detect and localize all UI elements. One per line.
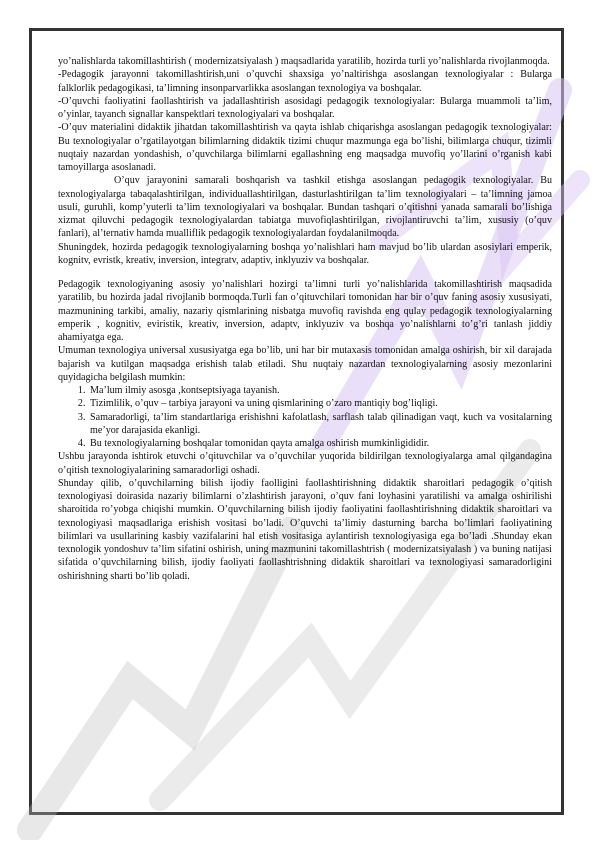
- paragraph: Ushbu jarayonda ishtirok etuvchi o’qituvchilar va o’quvchilar yuqorida bildirilgan texnologiyalarga amal qilgandagina o’qitish texnologiyalarining samaradorligi oshadi.: [58, 451, 552, 476]
- list-item: 1. Ma’lum ilmiy asosga ,kontseptsiyaga tayanish.: [88, 384, 552, 397]
- paragraph: Shuningdek, hozirda pedagogik texnologiyalarning boshqa yo’nalishlari ham mavjud bo’lib ulardan asosiylari emperik, kognitv, evristk, kreativ, inversion, integratv, adaptiv, inklyuziv va boshqalar.: [58, 241, 552, 266]
- list-item: 2. Tizimlilik, o’quv – tarbiya jarayoni va uning qismlarining o’zaro mantiqiy bog’liqligi.: [88, 397, 552, 410]
- paragraph: yo’nalishlarda takomillashtirish ( modernizatsiyalash ) maqsadlarida yaratilib, hozirda turli yo’nalishlarda rivojlanmoqda.: [58, 56, 550, 67]
- paragraph: Shunday qilib, o’quvchilarning bilish ijodiy faolligini faollashtirishning didaktik sharoitlari pedagogik o’qitish texnologiyasi doirasida nazariy bilimlarni o’zlashtirish jarayoni, o’quv fani loyhasini yaratilishi va amalga oshirilishi sharoitida ro’yobga chiqishi mumkin. O’quvchilarning bilish ijodiy faoliyatini faollashtirishning didaktik sharoitlari va texnologiyasi maqsadlariga erishish vositasi bo’ladi. O’quvchi ta’limiy dasturning barcha bo’limlari faoliyatining bilimlari va usullarining kasbiy vazifalarini hal etish vositasiga aylantirish texnologiyasiga ega bo’ladi .Shunday ekan texnologik yondoshuv ta’lim sifatini oshirish, uning mazmunini takomillashtrish ( modernizatsiyalash ) va buning natijasi sifatida o’quvchilarning bilish, ijodiy faoliyati faollashtrishning didaktik sharoitlari va texnologiyasi samaradorligini oshirishning sharti bo’lib qoladi.: [58, 477, 552, 582]
- criteria-list: [58, 384, 552, 450]
- list-item: 4. Bu texnologiyalarning boshqalar tomonidan qayta amalga oshirish mumkinligididir.: [88, 437, 552, 450]
- paragraph: Pedagogik texnologiyaning asosiy yo’nalishlari hozirgi ta’limni turli yo’nalishlarida takomillashtirish maqsadida yaratilib, bu hozirda jadal rivojlanib bormoqda.Turli fan o’qituvchilari tomonidan har bir o’quv faning asosiy xususiyati, mazmunining tarkibi, amaliy, nazariy qismlarining nisbatga muvofiq ravishda eng qulay pedagogik texnologiyalarning emperik , kognitiv, eviristik, kreativ, inversion, adaptv, inklyuziv va boshqa yo’nalishlarni to’g’ri tanlash jiddiy ahamiyatga ega.: [58, 279, 552, 343]
- paragraph: -O’quv materialini didaktik jihatdan takomillashtirish va qayta ishlab chiqarishga asoslangan pedagogik texnologiyalar: Bu texnologiyalar o’rgatilayotgan bilimlarning didaktik tizimi chuqur mazmunga ega bo’lishi, bilimlarga chuqur, tizimli nuqtaiy nazardan yondashish, o’quvchilarga bilimlarni egallashning eng maqsadga muvofiq yo’llarini o’rganish kabi tamoyillarga asoslanadi.: [58, 122, 552, 173]
- paragraph-indented: O’quv jarayonini samarali boshqarish va tashkil etishga asoslangan pedagogik texnologiyalar. Bu texnologiyalarga tabaqalashtirilgan, individuallashtirilgan, dasturlashtirilgan ta’lim texnologiyalari – ta’limning jamoa usuli, guruhli, komp’yuterli ta’lim texnologiyalari va boshqalar. Bundan tashqari o’qitishni yanada samarali bo’lishiga xizmat qiluvchi pedagogik texnologiyalardan tabiatga muvofiqlashtirilgan, rivojlantiruvchi ta’lim, xususiy (o’quv fanlari), al’ternativ hamda mualliflik pedagogik texnologiyalardan foydalanilmoqda.: [58, 175, 552, 240]
- paragraph: -Pedagogik jarayonni takomillashtirish,uni o’quvchi shaxsiga yo’naltirishga asoslangan texnologiyalar : Bularga falklorlik pedagogikasi, ta’limning insonparvarlikka asoslangan texnologiya va boshqalar.: [58, 69, 552, 94]
- list-item: 3. Samaradorligi, ta’lim standartlariga erishishni kafolatlash, sarflash talab qilinadigan vaqt, kuch va vositalarning me’yor darajasida ekanligi.: [88, 411, 552, 438]
- paragraph: -O’quvchi faoliyatini faollashtirish va jadallashtirish asosidagi pedagogik texnologiyalar: Bularga muammoli ta’lim, o’yinlar, tayanch signallar kanspektlari texnologiyalari va boshqalar.: [58, 95, 552, 120]
- document-body: [58, 55, 552, 583]
- paragraph: Umuman texnologiya universal xususiyatga ega bo’lib, uni har bir mutaxasis tomonidan amalga oshirish, bir xil darajada bajarish va kutilgan maqsadga erishish talab etiladi. Shu nuqtaiy nazardan texnologiyalarning asosiy mezonlarini quyidagicha belgilash mumkin:: [58, 345, 552, 383]
